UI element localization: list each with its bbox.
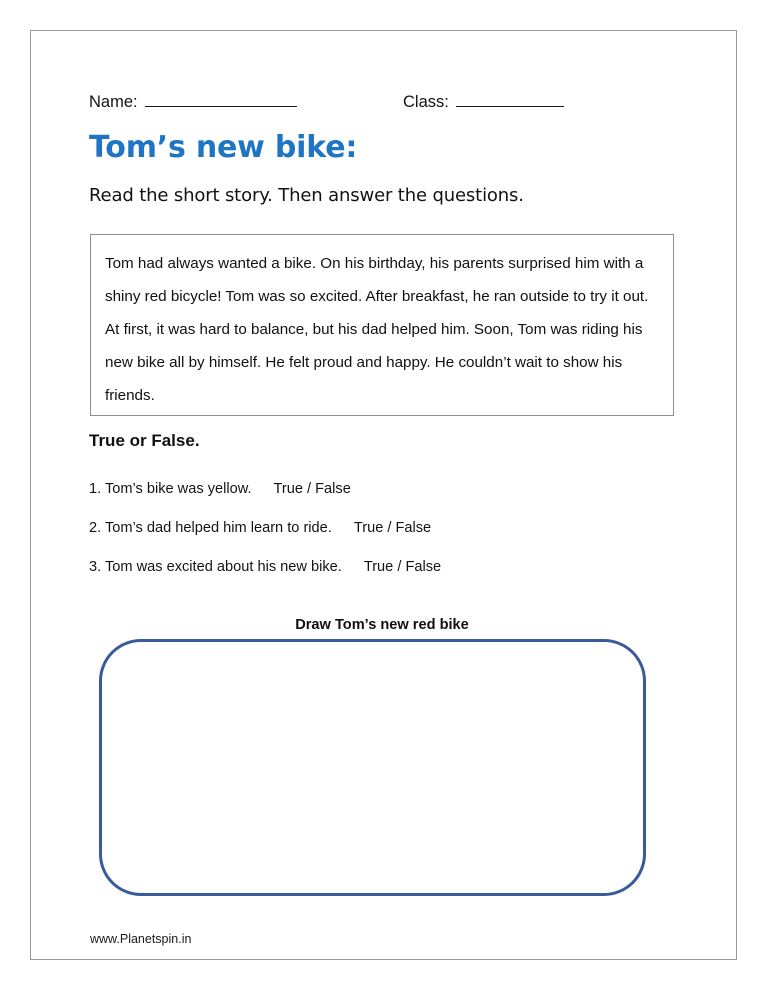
list-item — [89, 479, 689, 518]
story-passage-box — [90, 234, 674, 416]
name-label: Name: — [89, 93, 138, 111]
question-options[interactable]: True / False — [363, 559, 442, 575]
name-field-group — [89, 93, 297, 112]
class-write-line[interactable] — [456, 94, 564, 107]
true-false-heading: True or False. — [89, 431, 200, 450]
draw-section-heading: Draw Tom’s new red bike — [295, 617, 469, 633]
student-info-row — [89, 93, 689, 119]
question-options[interactable]: True / False — [273, 481, 351, 497]
page-title: Tom’s new bike: — [89, 130, 358, 165]
question-statement: 3. Tom was excited about his new bike. — [89, 559, 342, 575]
story-passage-text: Tom had always wanted a bike. On his birthday, his parents surprised him with a shiny red bicycle! Tom was so excited. After breakfast, he ran outside to try it out. At first, it was hard to balance, but his dad helped him. Soon, Tom was riding his new bike all by himself. He felt proud and happy. He couldn’t wait to show his friends. — [105, 255, 649, 404]
name-write-line[interactable] — [145, 94, 297, 107]
true-false-list — [89, 479, 689, 596]
instruction-text: Read the short story. Then answer the questions. — [89, 185, 524, 206]
worksheet-page — [30, 30, 737, 960]
question-statement: 1. Tom’s bike was yellow. — [89, 481, 252, 497]
footer-website: www.Planetspin.in — [90, 932, 192, 946]
class-field-group — [403, 93, 564, 112]
class-label: Class: — [403, 93, 449, 111]
list-item — [89, 518, 689, 557]
question-statement: 2. Tom’s dad helped him learn to ride. — [89, 520, 332, 536]
question-options[interactable]: True / False — [353, 520, 432, 536]
list-item — [89, 557, 689, 596]
drawing-area[interactable] — [99, 639, 646, 896]
